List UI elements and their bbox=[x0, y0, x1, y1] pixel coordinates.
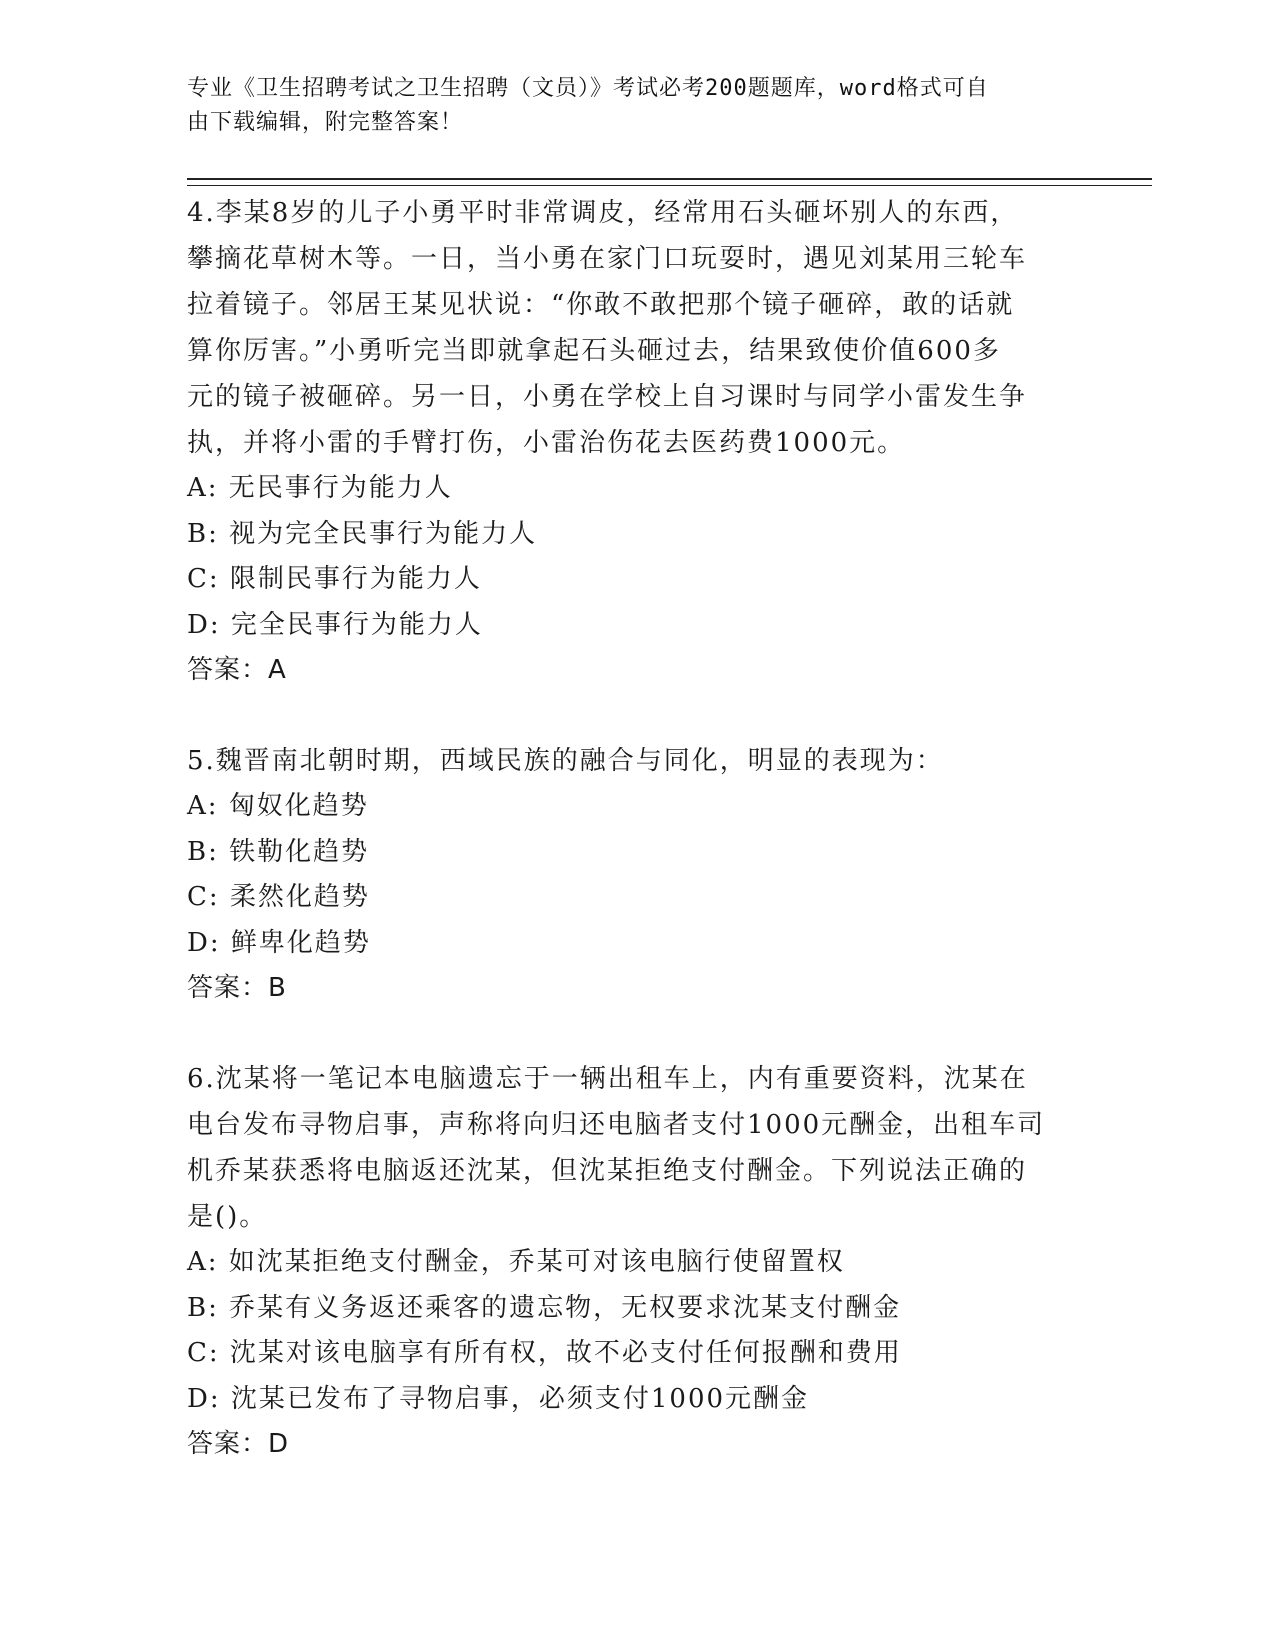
question-stem bbox=[187, 738, 1087, 784]
option-b: B: 视为完全民事行为能力人 bbox=[187, 518, 538, 549]
question-stem bbox=[187, 1056, 1087, 1240]
header-divider-thin bbox=[187, 185, 1152, 186]
question-stem bbox=[187, 190, 1087, 466]
stem-line: 6.沈某将一笔记本电脑遗忘于一辆出租车上，内有重要资料，沈某在 bbox=[187, 1064, 1028, 1094]
question-list bbox=[187, 190, 1087, 1467]
question-6 bbox=[187, 1056, 1087, 1467]
stem-line: 元的镜子被砸碎。另一日，小勇在学校上自习课时与同学小雷发生争 bbox=[187, 382, 1028, 412]
option-a: A: 无民事行为能力人 bbox=[187, 473, 453, 503]
stem-line: 执，并将小雷的手臂打伤，小雷治伤花去医药费1000元。 bbox=[187, 428, 906, 458]
question-4 bbox=[187, 190, 1087, 693]
question-5 bbox=[187, 738, 1087, 1011]
document-header bbox=[187, 72, 1067, 140]
option-a: A: 如沈某拒绝支付酬金，乔某可对该电脑行使留置权 bbox=[187, 1247, 845, 1277]
stem-line: 电台发布寻物启事，声称将向归还电脑者支付1000元酬金，出租车司 bbox=[187, 1110, 1046, 1140]
stem-line: 5.魏晋南北朝时期，西域民族的融合与同化，明显的表现为： bbox=[187, 746, 944, 776]
option-d: D: 沈某已发布了寻物启事，必须支付1000元酬金 bbox=[187, 1383, 810, 1414]
option-c: C: 沈某对该电脑享有所有权，故不必支付任何报酬和费用 bbox=[187, 1338, 902, 1368]
stem-line: 机乔某获悉将电脑返还沈某，但沈某拒绝支付酬金。下列说法正确的 bbox=[187, 1156, 1028, 1186]
spacer bbox=[187, 1011, 1087, 1056]
option-d: D: 鲜卑化趋势 bbox=[187, 927, 371, 958]
stem-line: 4.李某8岁的儿子小勇平时非常调皮，经常用石头砸坏别人的东西， bbox=[187, 198, 1019, 228]
spacer bbox=[187, 693, 1087, 738]
option-b: B: 铁勒化趋势 bbox=[187, 836, 370, 867]
option-c: C: 柔然化趋势 bbox=[187, 882, 370, 912]
option-d: D: 完全民事行为能力人 bbox=[187, 609, 483, 640]
header-line-1: 专业《卫生招聘考试之卫生招聘（文员）》考试必考200题题库，word格式可自 bbox=[187, 76, 989, 101]
stem-line: 攀摘花草树木等。一日，当小勇在家门口玩耍时，遇见刘某用三轮车 bbox=[187, 244, 1028, 274]
option-a: A: 匈奴化趋势 bbox=[187, 791, 369, 821]
answer-label: 答案：D bbox=[187, 1429, 290, 1459]
answer-label: 答案：A bbox=[187, 655, 287, 685]
option-b: B: 乔某有义务返还乘客的遗忘物，无权要求沈某支付酬金 bbox=[187, 1292, 902, 1323]
header-line-2: 由下载编辑，附完整答案！ bbox=[187, 110, 464, 135]
stem-line: 是()。 bbox=[187, 1202, 268, 1232]
stem-line: 拉着镜子。邻居王某见状说：“你敢不敢把那个镜子砸碎，敢的话就 bbox=[187, 290, 1015, 320]
header-divider-thick bbox=[187, 178, 1152, 180]
option-c: C: 限制民事行为能力人 bbox=[187, 564, 482, 594]
stem-line: 算你厉害。”小勇听完当即就拿起石头砸过去，结果致使价值600多 bbox=[187, 336, 1001, 366]
answer-label: 答案：B bbox=[187, 973, 287, 1003]
